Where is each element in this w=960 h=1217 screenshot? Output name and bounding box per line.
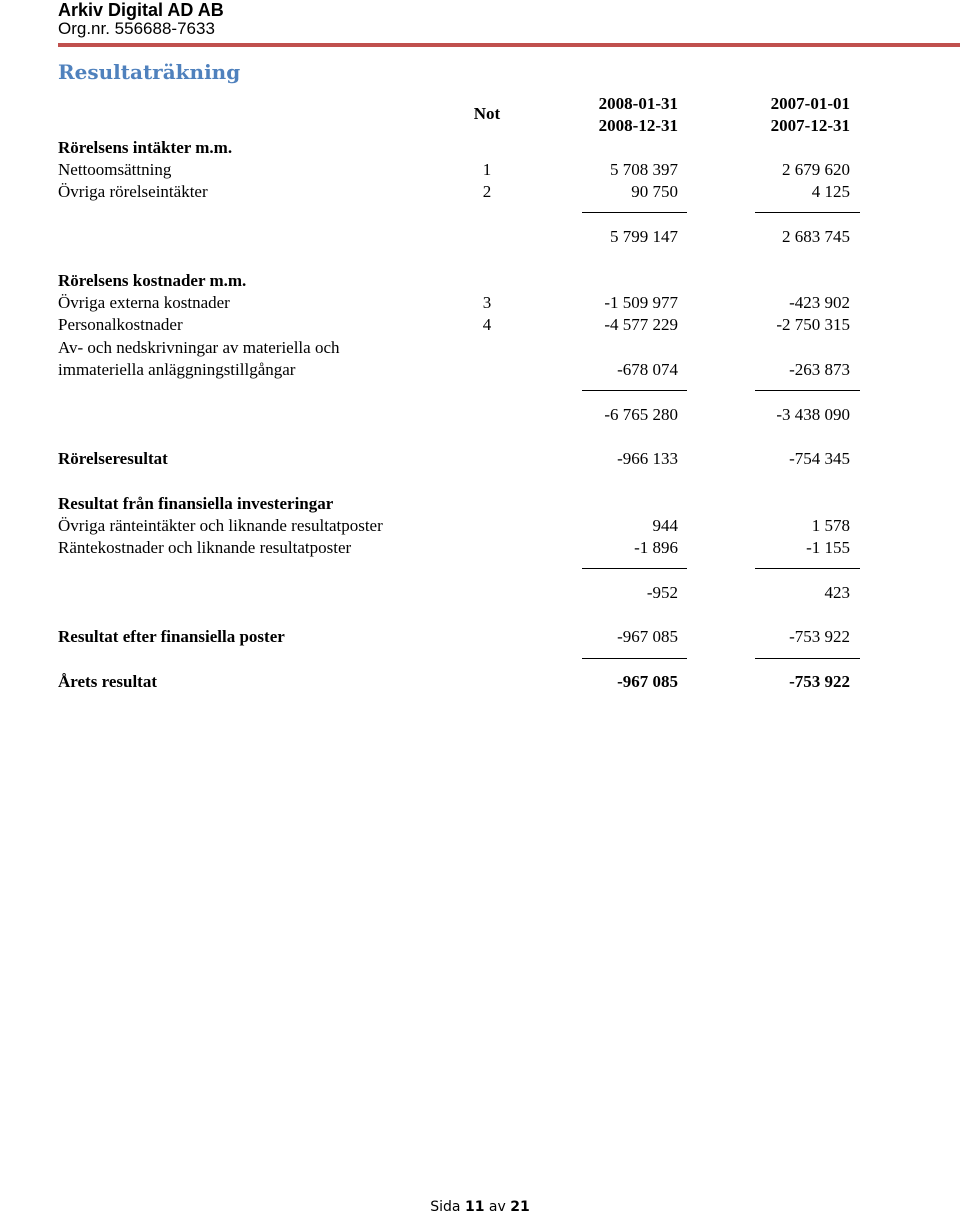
subtotal-rule [582,658,687,659]
row-value-2007: 1 578 [811,516,850,535]
row-value-2007: 2 679 620 [782,160,850,179]
footer-page-total: 21 [510,1199,530,1215]
row-label: Personalkostnader [58,315,183,334]
org-number: Org.nr. 556688-7633 [58,19,215,38]
costs-total-2008: -6 765 280 [604,405,678,424]
result-after-financial-2007: -753 922 [789,627,850,646]
row-value-2007: -263 873 [789,360,850,379]
operating-result-label: Rörelseresultat [58,449,168,468]
financial-heading: Resultat från finansiella investeringar [58,494,334,513]
subtotal-rule [582,568,687,569]
row-value-2007: 4 125 [811,182,850,201]
row-label: Räntekostnader och liknande resultatposter [58,538,352,557]
financial-total-2008: -952 [646,583,678,602]
row-value-2008: -1 896 [634,538,678,557]
row-note: 4 [482,315,492,334]
revenue-total-2008: 5 799 147 [610,227,678,246]
footer-prefix: Sida [430,1199,461,1215]
row-label-line2: immateriella anläggningstillgångar [58,360,296,379]
row-value-2007: -2 750 315 [776,315,850,334]
subtotal-rule [582,390,687,391]
revenue-heading: Rörelsens intäkter m.m. [58,138,233,157]
subtotal-rule [582,212,687,213]
period2-start: 2007-01-01 [770,94,850,113]
row-value-2008: -4 577 229 [604,315,678,334]
row-label: Övriga ränteintäkter och liknande resultatposter [58,516,383,535]
subtotal-rule [755,658,860,659]
row-value-2008: 944 [652,516,678,535]
row-value-2007: -423 902 [789,293,850,312]
row-note: 3 [482,293,492,312]
net-result-label: Årets resultat [58,672,157,691]
row-value-2008: 5 708 397 [610,160,678,179]
subtotal-rule [755,390,860,391]
period1-end: 2008-12-31 [598,116,678,135]
page-title: Resultaträkning [58,60,241,84]
row-label-line1: Av- och nedskrivningar av materiella och [58,338,340,357]
revenue-total-2007: 2 683 745 [782,227,850,246]
period2-end: 2007-12-31 [770,116,850,135]
company-name: Arkiv Digital AD AB [58,0,224,20]
net-result-2007: -753 922 [789,672,850,691]
row-label: Övriga externa kostnader [58,293,230,312]
financial-total-2007: 423 [824,583,850,602]
subtotal-rule [755,212,860,213]
subtotal-rule [755,568,860,569]
period1-start: 2008-01-31 [598,94,678,113]
net-result-2008: -967 085 [617,672,678,691]
row-label: Övriga rörelseintäkter [58,182,208,201]
row-label: Nettoomsättning [58,160,172,179]
page-footer [0,1199,960,1215]
row-value-2008: -1 509 977 [604,293,678,312]
row-value-2008: -678 074 [617,360,678,379]
row-value-2007: -1 155 [806,538,850,557]
result-after-financial-2008: -967 085 [617,627,678,646]
footer-middle: av [488,1199,506,1215]
note-column-header: Not [473,104,501,123]
operating-result-2008: -966 133 [617,449,678,468]
costs-total-2007: -3 438 090 [776,405,850,424]
header-divider [58,43,960,47]
row-note: 1 [482,160,492,179]
operating-result-2007: -754 345 [789,449,850,468]
row-value-2008: 90 750 [631,182,678,201]
costs-heading: Rörelsens kostnader m.m. [58,271,247,290]
row-note: 2 [482,182,492,201]
footer-page-number: 11 [464,1199,485,1215]
result-after-financial-label: Resultat efter finansiella poster [58,627,285,646]
